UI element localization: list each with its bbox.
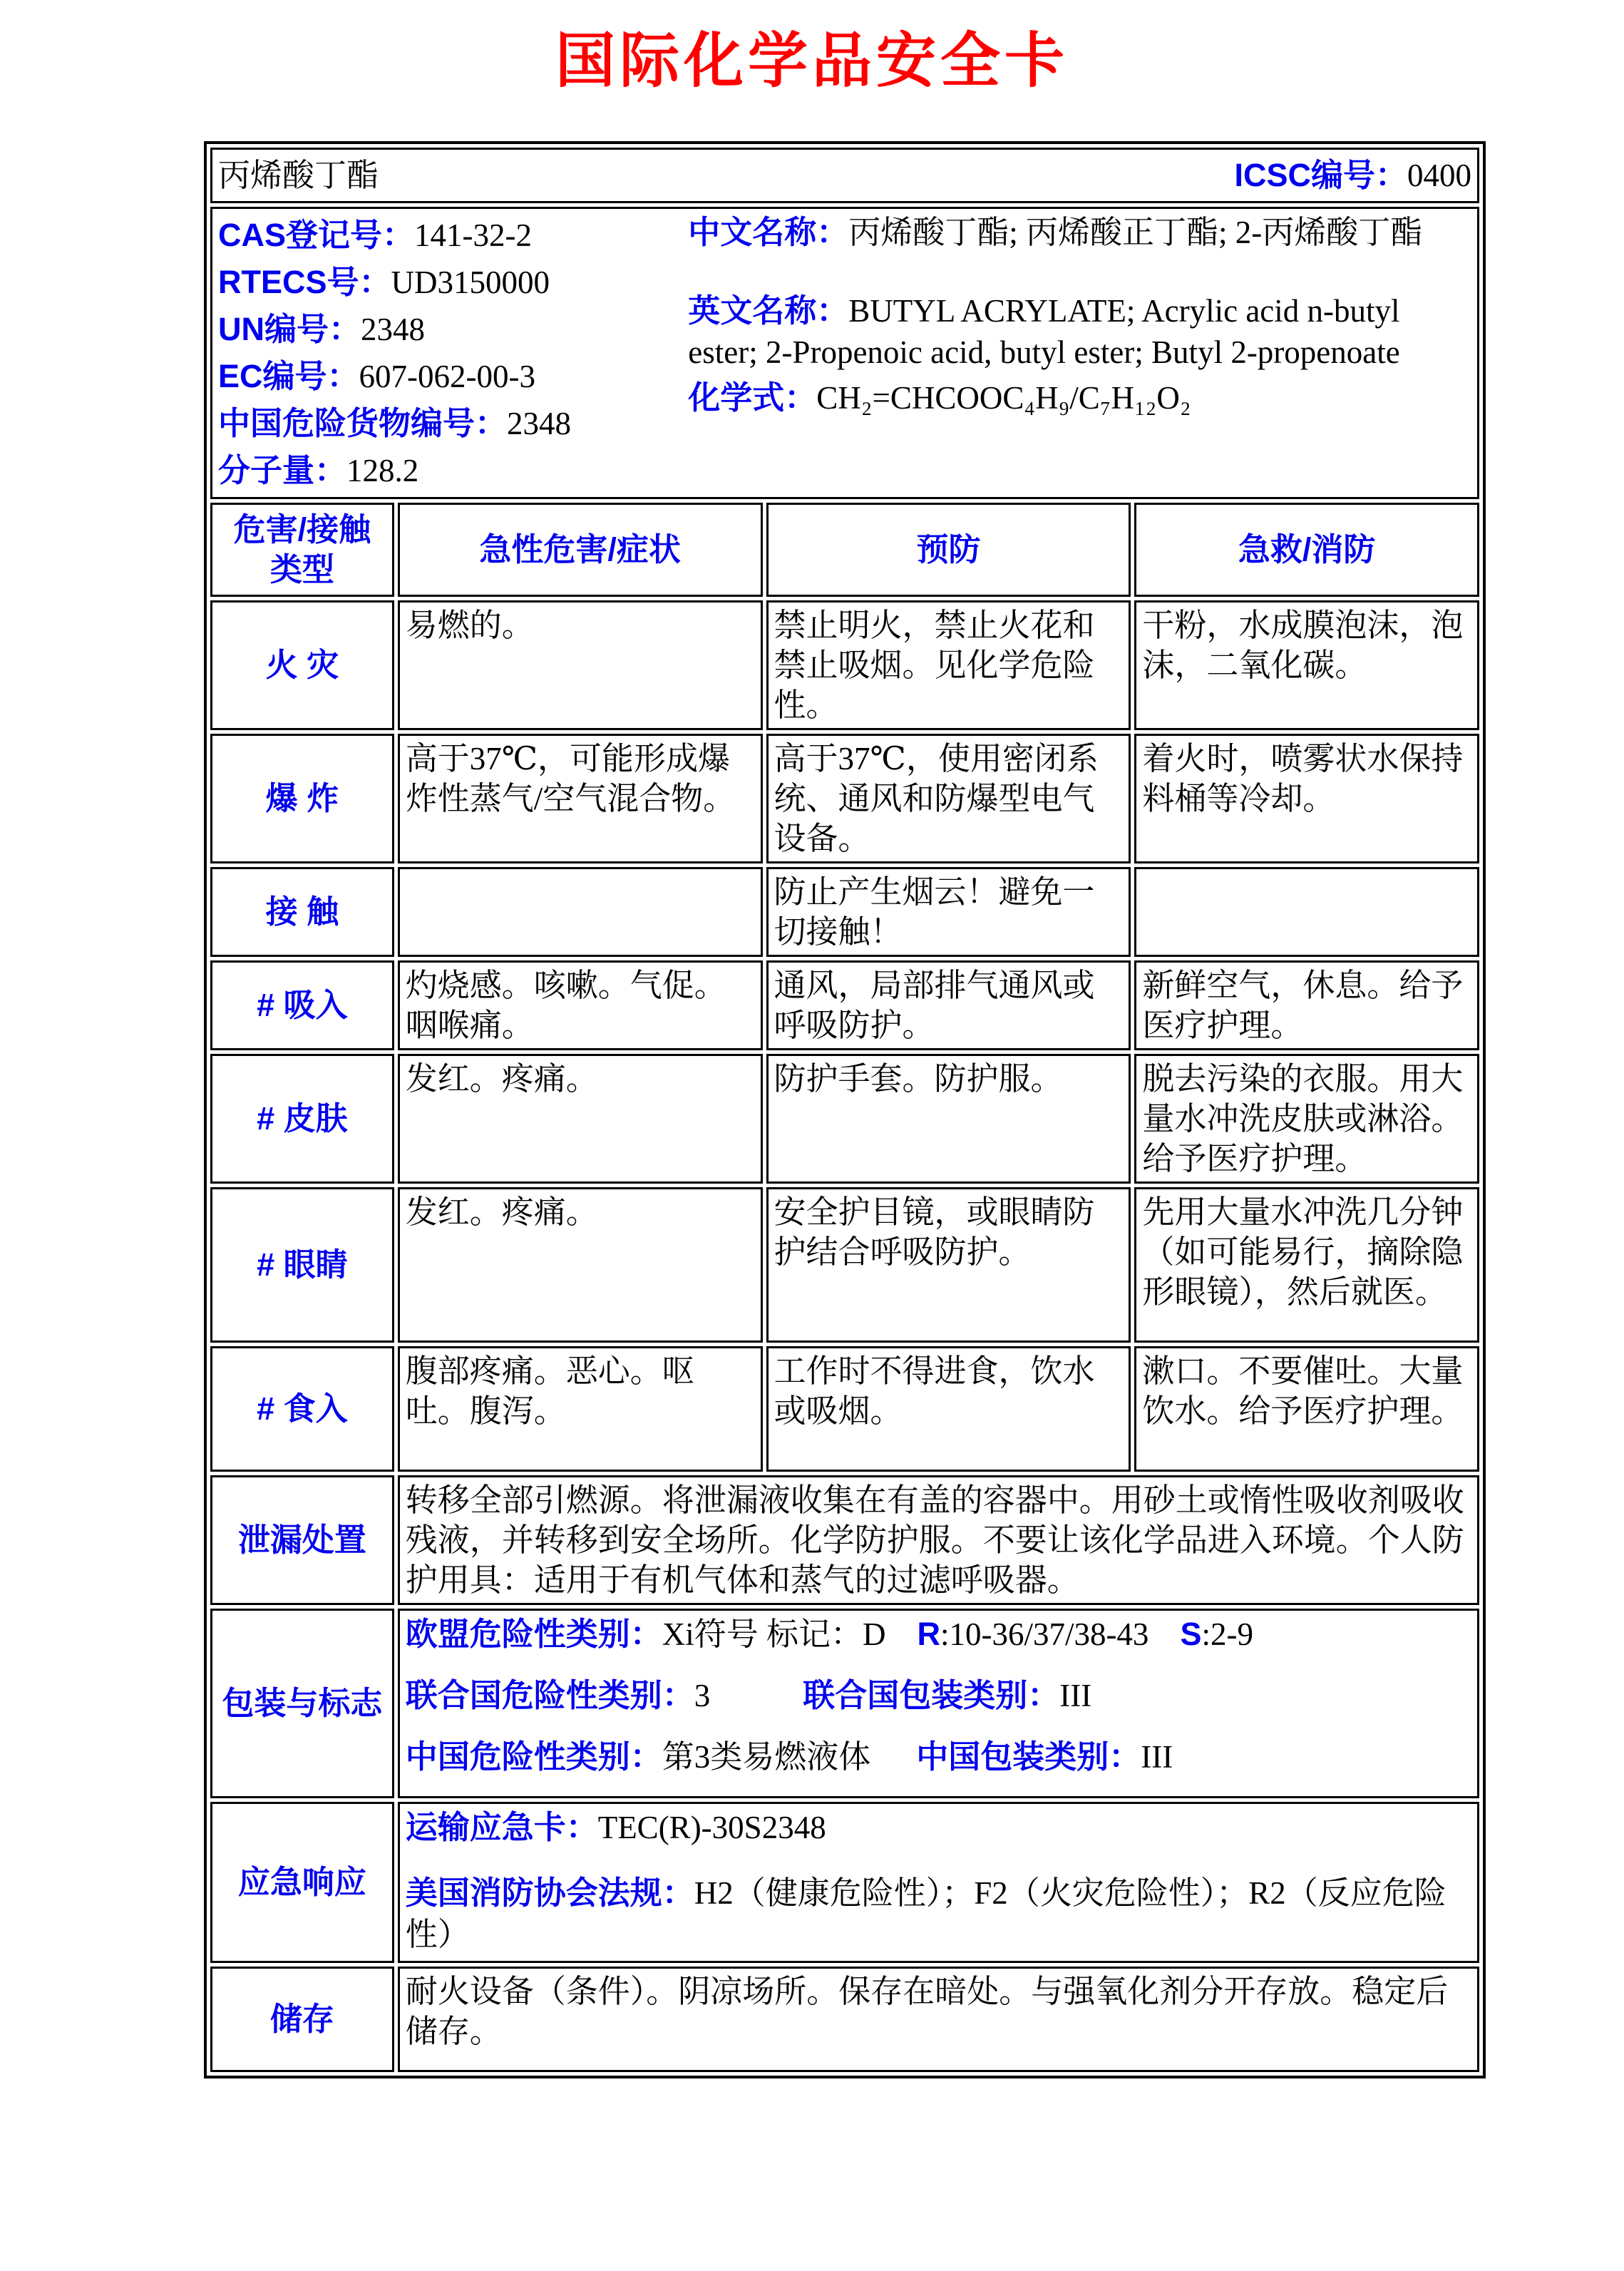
skin-response: 脱去污染的衣服。用大量水冲洗皮肤或淋浴。给予医疗护理。 [1134, 1054, 1479, 1184]
hazard-row-fire [210, 600, 1479, 730]
row-header-explosion: 爆 炸 [210, 734, 394, 863]
skin-prevention: 防护手套。防护服。 [766, 1054, 1131, 1184]
cn-class-value: 第3类易燃液体 [662, 1739, 871, 1775]
explosion-symptoms: 高于37℃，可能形成爆炸性蒸气/空气混合物。 [398, 734, 763, 863]
col-header-response: 急救/消防 [1134, 503, 1479, 597]
s-phrases-label: S [1180, 1616, 1202, 1652]
ingestion-prevention: 工作时不得进食，饮水或吸烟。 [766, 1346, 1131, 1472]
explosion-response: 着火时，喷雾状水保持料桶等冷却。 [1134, 734, 1479, 863]
inhalation-response: 新鲜空气，休息。给予医疗护理。 [1134, 960, 1479, 1050]
emergency-content [398, 1802, 1479, 1963]
nfpa-value: H2（健康危险性）；F2（火灾危险性）；R2（反应危险性） [405, 1875, 1446, 1952]
hazard-header-row [210, 503, 1479, 597]
contact-prevention: 防止产生烟云！避免一切接触！ [766, 867, 1131, 957]
ec-number: EC编号：607-062-00-3 [218, 358, 535, 394]
section-row-emergency [210, 1802, 1479, 1963]
nfpa-label: 美国消防协会法规： [405, 1875, 694, 1911]
identification-cell [210, 207, 1479, 499]
icsc-card-table [204, 141, 1486, 2078]
spill-content: 转移全部引燃源。将泄漏液收集在有盖的容器中。用砂土或惰性吸收剂吸收残液，并转移到安全场所。化学防护服。不要让该化学品进入环境。个人防护用具：适用于有机气体和蒸气的过滤呼吸器。 [398, 1475, 1479, 1605]
cn-pack-value: III [1141, 1739, 1173, 1775]
inhalation-prevention: 通风，局部排气通风或呼吸防护。 [766, 960, 1131, 1050]
row-header-fire: 火 灾 [210, 600, 394, 730]
section-row-spill [210, 1475, 1479, 1605]
skin-symptoms: 发红。疼痛。 [398, 1054, 763, 1184]
row-header-inhalation: # 吸入 [210, 960, 394, 1050]
fire-prevention: 禁止明火，禁止火花和禁止吸烟。见化学危险性。 [766, 600, 1131, 730]
fire-symptoms: 易燃的。 [398, 600, 763, 730]
tec-value: TEC(R)-30S2348 [597, 1810, 826, 1845]
row-header-emergency: 应急响应 [210, 1802, 394, 1963]
col-header-hazard-type: 危害/接触类型 [210, 503, 394, 597]
eu-class-value: Xi符号 标记：D [662, 1616, 886, 1652]
hazard-row-explosion [210, 734, 1479, 863]
hazard-row-ingestion [210, 1346, 1479, 1472]
cn-class-label: 中国危险性类别： [405, 1738, 662, 1775]
un-pack-value: III [1059, 1678, 1092, 1713]
inhalation-symptoms: 灼烧感。咳嗽。气促。咽喉痛。 [398, 960, 763, 1050]
contact-response [1134, 867, 1479, 957]
identification-row [210, 207, 1479, 499]
hazard-row-inhalation [210, 960, 1479, 1050]
hazard-row-contact [210, 867, 1479, 957]
substance-name: 丙烯酸丁酯 [218, 158, 379, 193]
nfpa-line [406, 1872, 1471, 1955]
ingestion-symptoms: 腹部疼痛。恶心。呕吐。腹泻。 [398, 1346, 763, 1472]
r-phrases-value: :10-36/37/38-43 [940, 1616, 1149, 1652]
molecular-weight: 分子量：128.2 [218, 452, 419, 488]
hazard-row-eyes [210, 1187, 1479, 1343]
un-class-value: 3 [694, 1678, 711, 1713]
un-pack-label: 联合国包装类别： [803, 1677, 1060, 1713]
explosion-prevention: 高于37℃，使用密闭系统、通风和防爆型电气设备。 [766, 734, 1131, 863]
eyes-response: 先用大量水冲洗几分钟（如可能易行，摘除隐形眼镜），然后就医。 [1134, 1187, 1479, 1343]
icsc-number [1234, 155, 1471, 195]
packaging-content [398, 1609, 1479, 1798]
english-name: 英文名称：BUTYL ACRYLATE; Acrylic acid n-butyl ester; 2-Propenoic acid, butyl ester; Butyl 2-propenoate [688, 292, 1400, 370]
row-header-contact: 接 触 [210, 867, 394, 957]
packaging-un-line [406, 1675, 1471, 1716]
section-row-storage [210, 1967, 1479, 2072]
row-header-packaging: 包装与标志 [210, 1609, 394, 1798]
section-row-packaging [210, 1609, 1479, 1798]
row-header-skin: # 皮肤 [210, 1054, 394, 1184]
un-number: UN编号：2348 [218, 311, 425, 347]
chinese-name: 中文名称：丙烯酸丁酯; 丙烯酸正丁酯; 2-丙烯酸丁酯 [688, 214, 1423, 250]
packaging-cn-line [406, 1736, 1471, 1778]
ingestion-response: 漱口。不要催吐。大量饮水。给予医疗护理。 [1134, 1346, 1479, 1472]
r-phrases-label: R [917, 1616, 940, 1652]
eyes-prevention: 安全护目镜，或眼睛防护结合呼吸防护。 [766, 1187, 1131, 1343]
storage-content: 耐火设备（条件）。阴凉场所。保存在暗处。与强氧化剂分开存放。稳定后储存。 [398, 1967, 1479, 2072]
col-header-prevention: 预防 [766, 503, 1131, 597]
row-header-ingestion: # 食入 [210, 1346, 394, 1472]
col-header-symptoms: 急性危害/症状 [398, 503, 763, 597]
card-header-row [210, 148, 1479, 203]
china-dg-number: 中国危险货物编号：2348 [218, 405, 572, 441]
s-phrases-value: :2-9 [1201, 1616, 1253, 1652]
eyes-symptoms: 发红。疼痛。 [398, 1187, 763, 1343]
hazard-row-skin [210, 1054, 1479, 1184]
un-class-label: 联合国危险性类别： [405, 1677, 694, 1713]
fire-response: 干粉，水成膜泡沫，泡沫，二氧化碳。 [1134, 600, 1479, 730]
packaging-eu-line [406, 1614, 1471, 1655]
cn-pack-label: 中国包装类别： [916, 1738, 1141, 1775]
chemical-formula: 化学式：CH₂=CHCOOC₄H₉/C₇H₁₂O₂ [688, 379, 1191, 416]
cas-number: CAS登记号：141-32-2 [218, 217, 532, 253]
card-header-cell [210, 148, 1479, 203]
page-title: 国际化学品安全卡 [555, 29, 1069, 95]
icsc-number-value: 0400 [1407, 158, 1471, 193]
icsc-number-label: ICSC编号： [1234, 157, 1407, 193]
eu-class-label: 欧盟危险性类别： [405, 1616, 662, 1652]
tec-label: 运输应急卡： [405, 1809, 598, 1845]
contact-symptoms [398, 867, 763, 957]
row-header-storage: 储存 [210, 1967, 394, 2072]
identification-ids [218, 212, 688, 494]
rtecs-number: RTECS号：UD3150000 [218, 264, 550, 300]
identification-names [688, 212, 1471, 494]
tec-line [406, 1807, 1471, 1848]
row-header-spill: 泄漏处置 [210, 1475, 394, 1605]
row-header-eyes: # 眼睛 [210, 1187, 394, 1343]
